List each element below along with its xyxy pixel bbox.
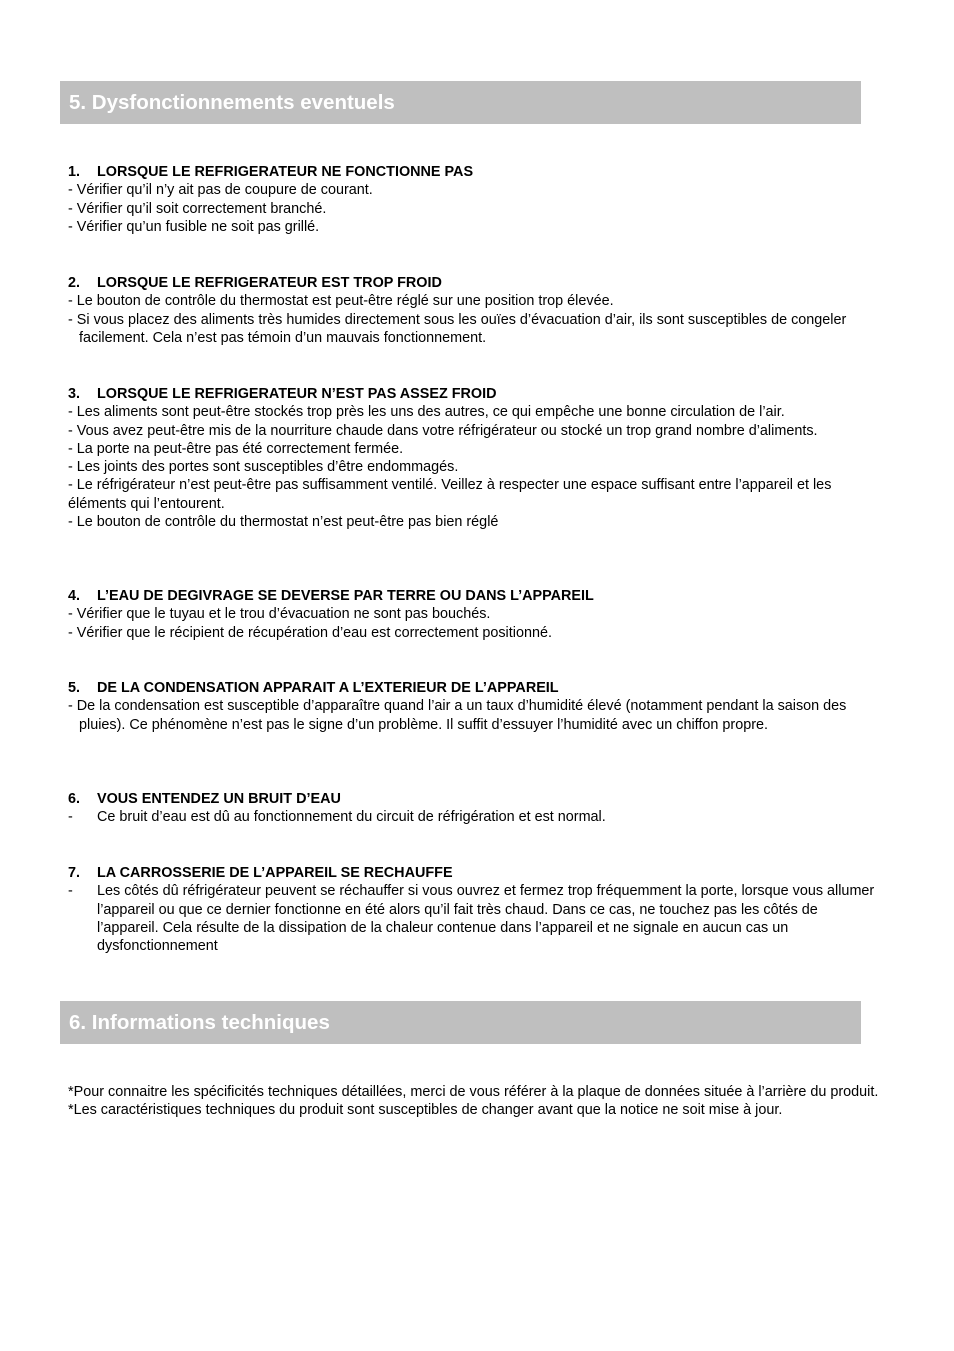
item-line: - Vérifier qu’un fusible ne soit pas grillé. (68, 218, 320, 235)
section-5-item-3 (68, 385, 883, 531)
item-heading: 1. LORSQUE LE REFRIGERATEUR NE FONCTIONNE PAS (68, 164, 474, 180)
item-line: - Les côtés dû réfrigérateur peuvent se réchauffer si vous ouvrez et fermez trop fréquemment la porte, lorsque vous allumer l’appareil ou que ce dernier fonctionne en été alors qu’il fait très chaud. Dans ce cas, ne touchez pas les côtés de l’appareil. Cela résulte de la dissipation de la chaleur contenue dans l’appareil et ne signale en aucun cas un dysfonctionnement (68, 883, 875, 955)
section-5-item-5 (68, 679, 883, 734)
item-line: - Vérifier que le récipient de récupération d’eau est correctement positionné. (68, 624, 552, 641)
item-line: - Le bouton de contrôle du thermostat n’est peut-être pas bien réglé (68, 514, 499, 531)
item-heading: 3. LORSQUE LE REFRIGERATEUR N’EST PAS ASSEZ FROID (68, 386, 497, 402)
item-line: - Les aliments sont peut-être stockés trop près les uns des autres, ce qui empêche une bonne circulation de l’air. (68, 404, 785, 421)
section-5-item-4 (68, 587, 883, 642)
section-5-item-1 (68, 163, 883, 236)
item-line: - Ce bruit d’eau est dû au fonctionnement du circuit de réfrigération et est normal. (68, 809, 606, 826)
item-line: - Le réfrigérateur n’est peut-être pas suffisamment ventilé. Veillez à respecter une espace suffisant entre l’appareil et les éléments qui l’entourent. (68, 477, 832, 512)
item-heading: 6. VOUS ENTENDEZ UN BRUIT D’EAU (68, 791, 341, 807)
item-line: - Le bouton de contrôle du thermostat est peut-être réglé sur une position trop élevée. (68, 293, 614, 310)
item-line: - Vous avez peut-être mis de la nourriture chaude dans votre réfrigérateur ou stocké un trop grand nombre d’aliments. (68, 422, 818, 439)
item-heading: 4. L’EAU DE DEGIVRAGE SE DEVERSE PAR TERRE OU DANS L’APPAREIL (68, 588, 594, 604)
technical-notes (68, 1083, 883, 1120)
item-line: - La porte na peut-être pas été correctement fermée. (68, 440, 404, 457)
section-5-item-2 (68, 274, 883, 347)
section-5-item-6 (68, 790, 883, 827)
item-heading: 2. LORSQUE LE REFRIGERATEUR EST TROP FROID (68, 275, 442, 291)
section-5-title: 5. Dysfonctionnements eventuels (60, 81, 861, 124)
section-5-item-7 (68, 864, 883, 955)
item-line: - Les joints des portes sont susceptibles d’être endommagés. (68, 459, 459, 476)
item-heading: 7. LA CARROSSERIE DE L’APPAREIL SE RECHAUFFE (68, 865, 453, 881)
technical-note: *Pour connaitre les spécificités techniques détaillées, merci de vous référer à la plaque de données située à l’arrière du produit. (68, 1084, 879, 1100)
item-line: - Vérifier qu’il n’y ait pas de coupure de courant. (68, 182, 373, 199)
item-line: - Vérifier que le tuyau et le trou d’évacuation ne sont pas bouchés. (68, 606, 491, 623)
item-line: - Si vous placez des aliments très humides directement sous les ouïes d’évacuation d’air, ils sont susceptibles de congeler facilement. Cela n’est pas témoin d’un mauvais fonctionnement. (68, 311, 847, 346)
item-line: - De la condensation est susceptible d’apparaître quand l’air a un taux d’humidité élevé (notamment pendant la saison des pluies). Ce phénomène n’est pas le signe d’un problème. Il suffit d’essuyer l’humidité avec un chiffon propre. (68, 698, 847, 733)
section-6-title: 6. Informations techniques (60, 1001, 861, 1044)
item-line: - Vérifier qu’il soit correctement branché. (68, 200, 327, 217)
technical-note: *Les caractéristiques techniques du produit sont susceptibles de changer avant que la notice ne soit mise à jour. (68, 1102, 783, 1119)
item-heading: 5. DE LA CONDENSATION APPARAIT A L’EXTERIEUR DE L’APPAREIL (68, 680, 559, 696)
